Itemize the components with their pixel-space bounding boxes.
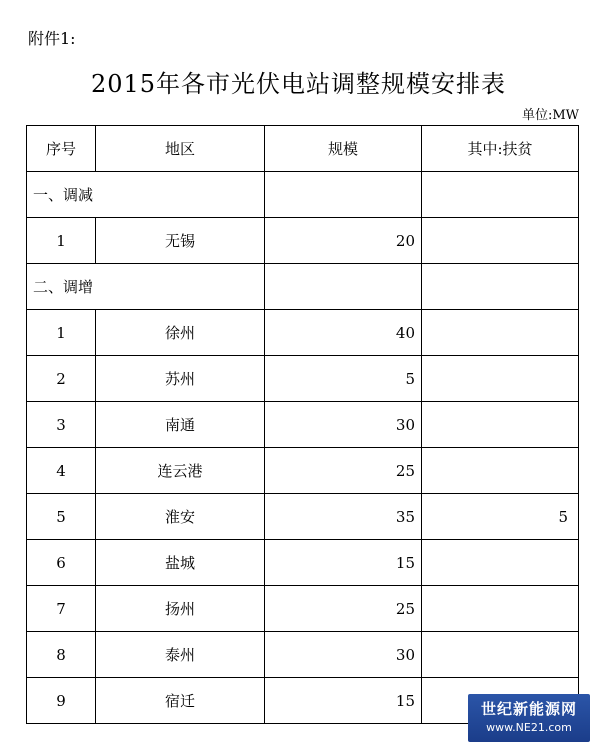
cell-poverty: 5 bbox=[422, 494, 579, 540]
header-region: 地区 bbox=[96, 126, 265, 172]
cell-no: 7 bbox=[27, 586, 96, 632]
cell-region: 宿迁 bbox=[96, 678, 265, 724]
cell-no: 6 bbox=[27, 540, 96, 586]
table-row bbox=[27, 494, 579, 540]
header-no: 序号 bbox=[27, 126, 96, 172]
allocation-table bbox=[26, 125, 579, 724]
cell-no: 1 bbox=[27, 218, 96, 264]
site-watermark bbox=[468, 694, 590, 742]
section-label-decrease: 一、调减 bbox=[27, 172, 265, 218]
cell-scale: 15 bbox=[265, 540, 422, 586]
cell-poverty bbox=[422, 310, 579, 356]
cell-scale: 25 bbox=[265, 448, 422, 494]
table-row bbox=[27, 310, 579, 356]
watermark-line1: 世纪新能源网 bbox=[480, 700, 577, 718]
cell-region: 淮安 bbox=[96, 494, 265, 540]
cell-poverty bbox=[422, 586, 579, 632]
attachment-label: 附件1: bbox=[28, 29, 76, 48]
cell-scale: 30 bbox=[265, 632, 422, 678]
empty-cell bbox=[422, 264, 579, 310]
table-row bbox=[27, 448, 579, 494]
cell-poverty bbox=[422, 632, 579, 678]
page-title: 2015年各市光伏电站调整规模安排表 bbox=[90, 70, 507, 98]
cell-region: 连云港 bbox=[96, 448, 265, 494]
cell-no: 1 bbox=[27, 310, 96, 356]
cell-scale: 40 bbox=[265, 310, 422, 356]
empty-cell bbox=[265, 264, 422, 310]
cell-scale: 30 bbox=[265, 402, 422, 448]
cell-region: 徐州 bbox=[96, 310, 265, 356]
section-row-increase bbox=[27, 264, 579, 310]
header-scale: 规模 bbox=[265, 126, 422, 172]
cell-region: 扬州 bbox=[96, 586, 265, 632]
cell-no: 5 bbox=[27, 494, 96, 540]
cell-no: 9 bbox=[27, 678, 96, 724]
cell-scale: 20 bbox=[265, 218, 422, 264]
cell-region: 盐城 bbox=[96, 540, 265, 586]
cell-region: 南通 bbox=[96, 402, 265, 448]
table-row bbox=[27, 632, 579, 678]
table-row bbox=[27, 356, 579, 402]
cell-scale: 35 bbox=[265, 494, 422, 540]
empty-cell bbox=[422, 172, 579, 218]
watermark-line2: www.NE21.com bbox=[486, 721, 572, 734]
cell-scale: 5 bbox=[265, 356, 422, 402]
cell-scale: 25 bbox=[265, 586, 422, 632]
cell-poverty bbox=[422, 402, 579, 448]
cell-no: 3 bbox=[27, 402, 96, 448]
table-row bbox=[27, 402, 579, 448]
cell-scale: 15 bbox=[265, 678, 422, 724]
table-header-row bbox=[27, 126, 579, 172]
cell-poverty bbox=[422, 448, 579, 494]
table-row bbox=[27, 586, 579, 632]
cell-region: 无锡 bbox=[96, 218, 265, 264]
cell-no: 4 bbox=[27, 448, 96, 494]
table-row bbox=[27, 540, 579, 586]
empty-cell bbox=[265, 172, 422, 218]
unit-label: 单位:MW bbox=[521, 108, 579, 123]
cell-no: 8 bbox=[27, 632, 96, 678]
section-label-increase: 二、调增 bbox=[27, 264, 265, 310]
table-row bbox=[27, 218, 579, 264]
cell-poverty bbox=[422, 356, 579, 402]
header-poverty: 其中:扶贫 bbox=[422, 126, 579, 172]
cell-region: 泰州 bbox=[96, 632, 265, 678]
cell-region: 苏州 bbox=[96, 356, 265, 402]
cell-poverty bbox=[422, 540, 579, 586]
cell-poverty bbox=[422, 218, 579, 264]
cell-no: 2 bbox=[27, 356, 96, 402]
section-row-decrease bbox=[27, 172, 579, 218]
